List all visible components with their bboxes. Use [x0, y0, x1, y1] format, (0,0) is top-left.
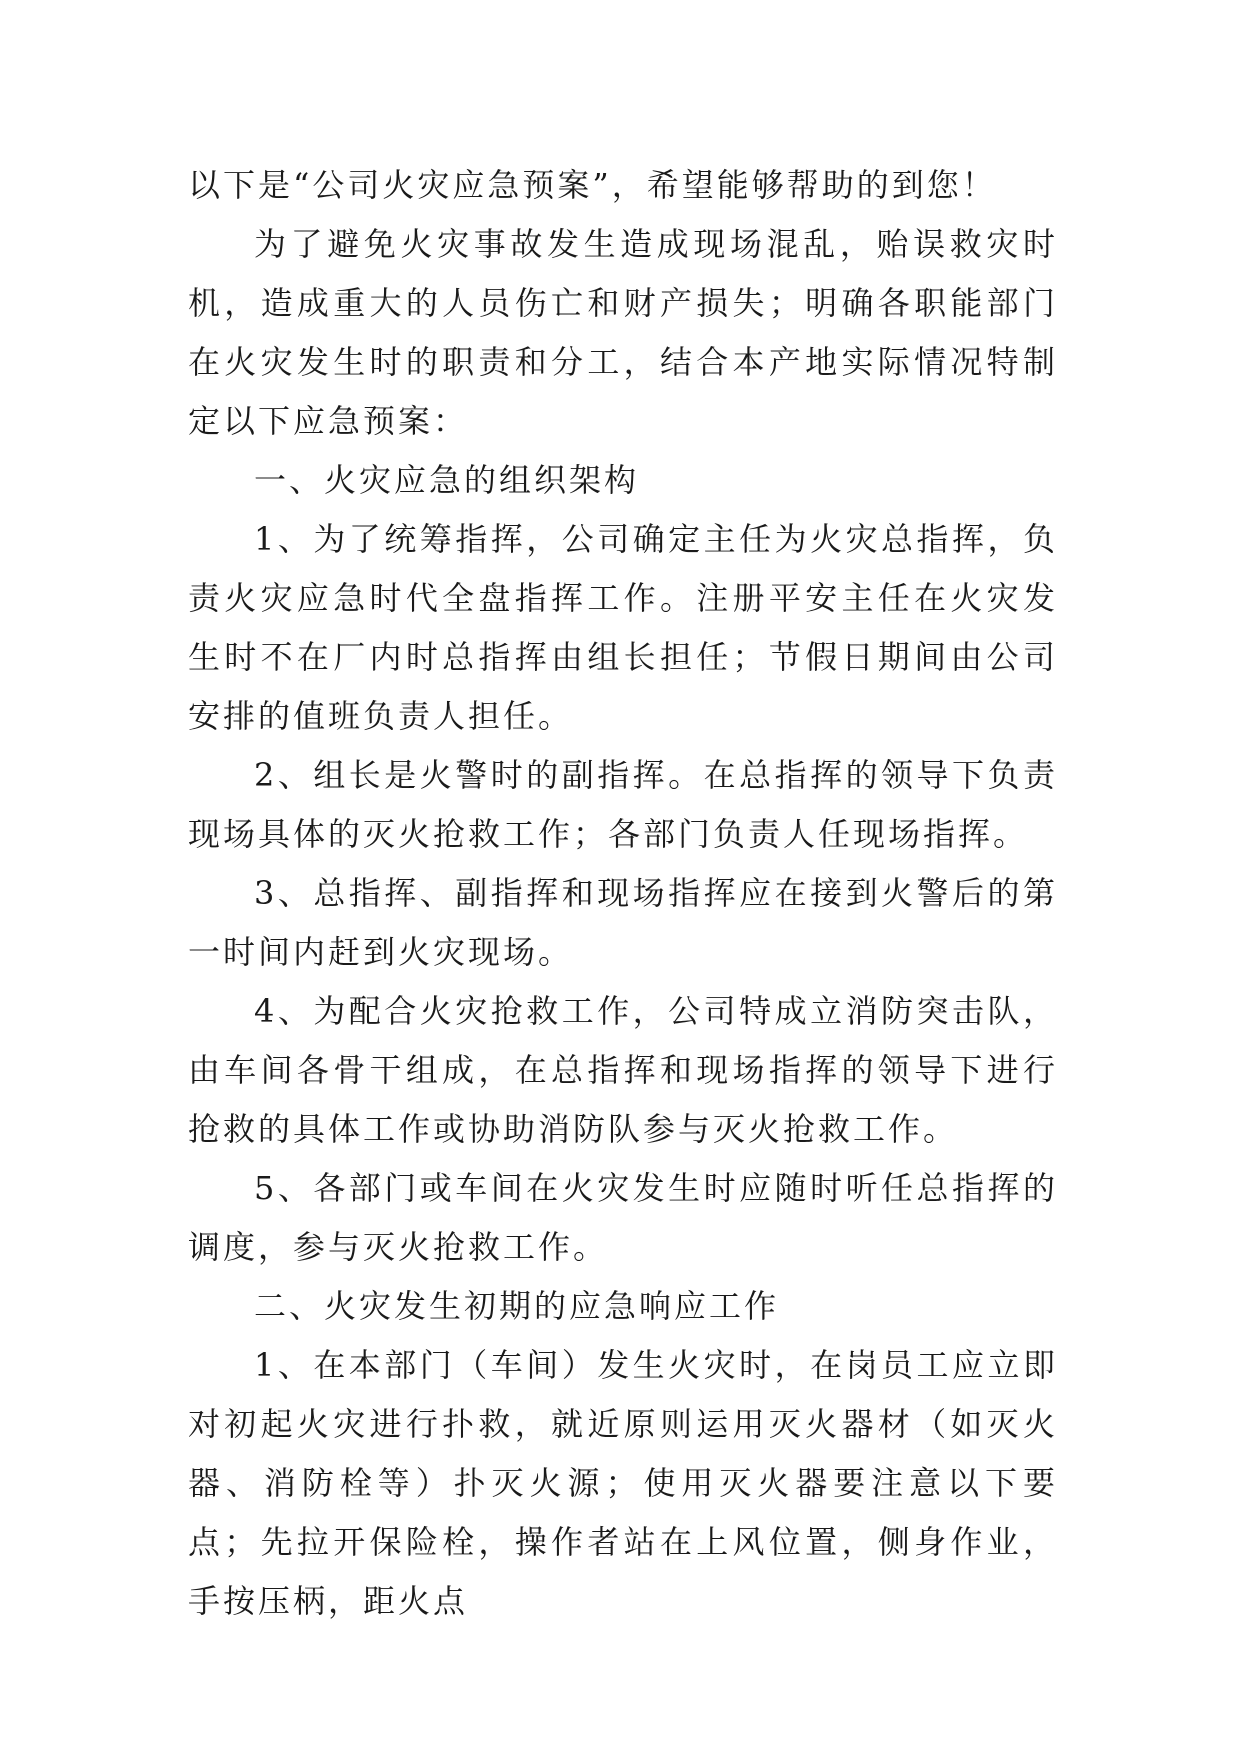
- document-body: [188, 156, 1058, 1631]
- paragraph-2-1: 1、在本部门（车间）发生火灾时，在岗员工应立即对初起火灾进行扑救，就近原则运用灭火器材（如灭火器、消防栓等）扑灭火源；使用灭火器要注意以下要点；先拉开保险栓，操作者站在上风位置，侧身作业，手按压柄，距火点: [188, 1346, 1058, 1620]
- paragraph-1-3: 3、总指挥、副指挥和现场指挥应在接到火警后的第一时间内赶到火灾现场。: [188, 874, 1058, 971]
- paragraph-1-2: 2、组长是火警时的副指挥。在总指挥的领导下负责现场具体的灭火抢救工作；各部门负责人任现场指挥。: [188, 756, 1058, 853]
- paragraph-1-5: 5、各部门或车间在火灾发生时应随时听任总指挥的调度，参与灭火抢救工作。: [188, 1169, 1058, 1266]
- purpose-paragraph: 为了避免火灾事故发生造成现场混乱，贻误救灾时机，造成重大的人员伤亡和财产损失；明确各职能部门在火灾发生时的职责和分工，结合本产地实际情况特制定以下应急预案：: [188, 225, 1058, 440]
- section-heading-1: 一、火灾应急的组织架构: [254, 461, 640, 499]
- paragraph-1-1: 1、为了统筹指挥，公司确定主任为火灾总指挥，负责火灾应急时代全盘指挥工作。注册平安主任在火灾发生时不在厂内时总指挥由组长担任；节假日期间由公司安排的值班负责人担任。: [188, 520, 1058, 735]
- intro-paragraph: 以下是“公司火灾应急预案”，希望能够帮助的到您！: [188, 166, 997, 204]
- paragraph-1-4: 4、为配合火灾抢救工作，公司特成立消防突击队，由车间各骨干组成，在总指挥和现场指挥的领导下进行抢救的具体工作或协助消防队参与灭火抢救工作。: [188, 992, 1058, 1148]
- section-heading-2: 二、火灾发生初期的应急响应工作: [254, 1287, 780, 1325]
